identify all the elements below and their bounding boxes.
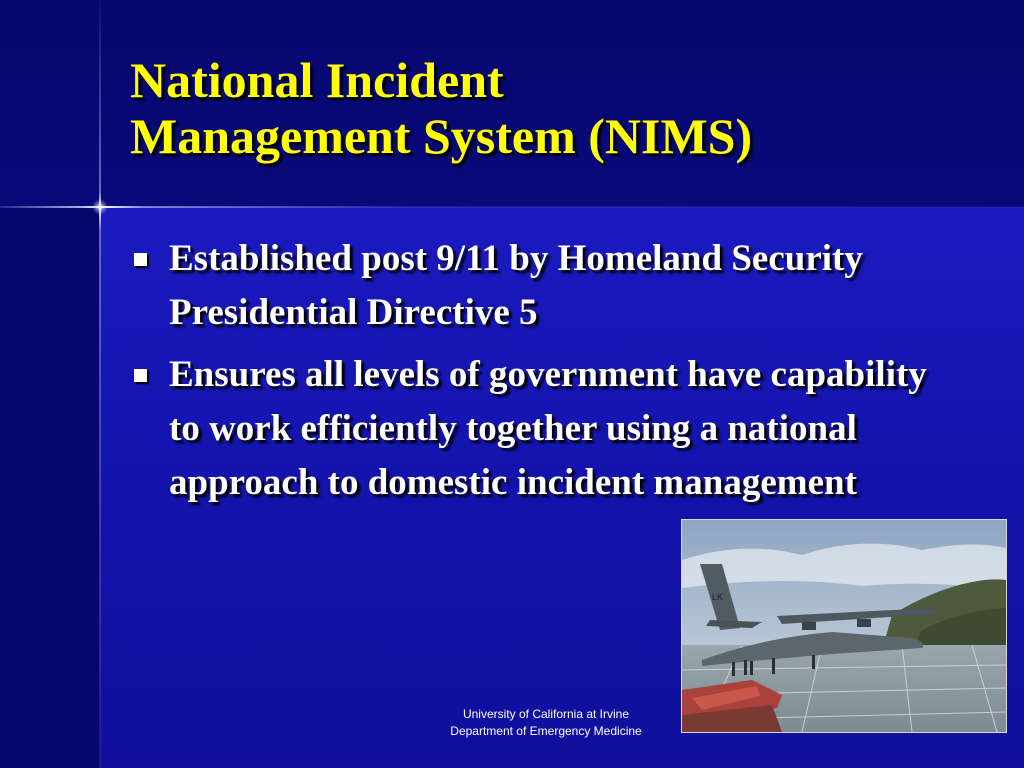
left-band <box>0 207 100 768</box>
footer-line-2: Department of Emergency Medicine <box>450 724 642 738</box>
bullet-item <box>130 348 930 510</box>
bullet-text: Ensures all levels of government have capability to work efficiently together using a national approach to domestic incident management <box>169 354 927 503</box>
slide-title <box>130 52 990 164</box>
title-line-1: National Incident <box>130 52 504 108</box>
footer-line-1: University of California at Irvine <box>462 707 630 721</box>
sparkle-icon <box>92 199 108 215</box>
square-bullet-icon <box>134 369 147 382</box>
svg-text:LK: LK <box>712 592 724 602</box>
vertical-divider-line <box>99 0 101 768</box>
horizontal-divider-line <box>0 206 1024 208</box>
bullet-text: Established post 9/11 by Homeland Security Presidential Directive 5 <box>169 238 863 333</box>
bullet-list <box>130 232 930 518</box>
cargo-plane-photo <box>681 519 1007 733</box>
bullet-item <box>130 232 930 340</box>
square-bullet-icon <box>134 253 147 266</box>
footer <box>400 706 692 740</box>
title-line-2: Management System (NIMS) <box>130 108 753 164</box>
